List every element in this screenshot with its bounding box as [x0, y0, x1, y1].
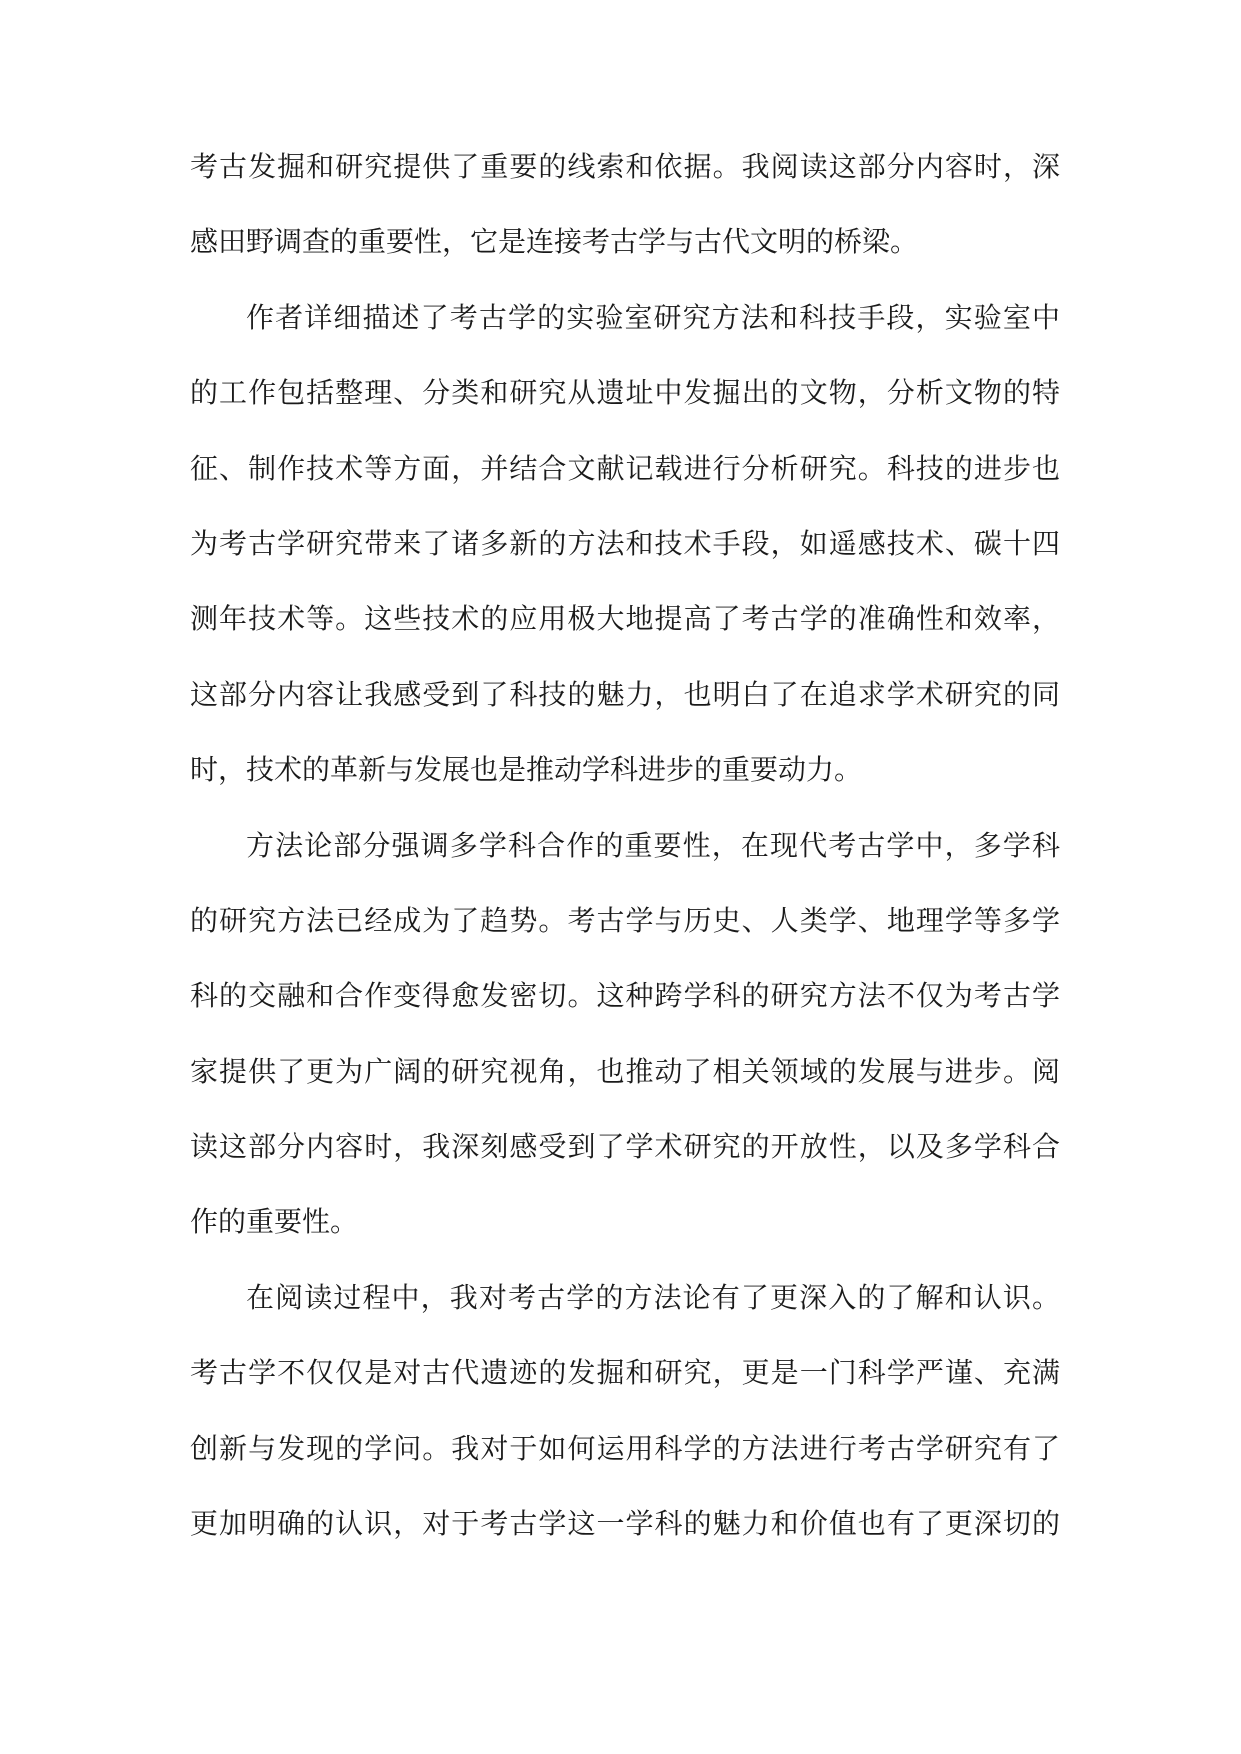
text-line: 的工作包括整理、分类和研究从遗址中发掘出的文物，分析文物的特	[190, 376, 1060, 410]
paragraph-first-line: 作者详细描述了考古学的实验室研究方法和科技手段，实验室中	[246, 300, 1060, 334]
text-line: 更加明确的认识，对于考古学这一学科的魅力和价值也有了更深切的	[190, 1507, 1060, 1541]
text-line: 感田野调查的重要性，它是连接考古学与古代文明的桥梁。	[190, 225, 919, 259]
text-line: 为考古学研究带来了诸多新的方法和技术手段，如遥感技术、碳十四	[190, 526, 1060, 560]
text-line: 作的重要性。	[190, 1205, 359, 1239]
text-line: 家提供了更为广阔的研究视角，也推动了相关领域的发展与进步。阅	[190, 1054, 1060, 1088]
text-line: 考古发掘和研究提供了重要的线索和依据。我阅读这部分内容时，深	[190, 150, 1060, 183]
text-line: 读这部分内容时，我深刻感受到了学术研究的开放性，以及多学科合	[190, 1130, 1060, 1164]
paragraph-first-line: 方法论部分强调多学科合作的重要性，在现代考古学中，多学科	[246, 828, 1060, 862]
text-line: 征、制作技术等方面，并结合文献记载进行分析研究。科技的进步也	[190, 451, 1060, 485]
text-line: 科的交融和合作变得愈发密切。这种跨学科的研究方法不仅为考古学	[190, 979, 1060, 1013]
text-line: 时，技术的革新与发展也是推动学科进步的重要动力。	[190, 753, 863, 787]
document-body	[190, 143, 1060, 1575]
text-line: 创新与发现的学问。我对于如何运用科学的方法进行考古学研究有了	[190, 1431, 1060, 1465]
text-line: 考古学不仅仅是对古代遗迹的发掘和研究，更是一门科学严谨、充满	[190, 1356, 1060, 1390]
paragraph-first-line: 在阅读过程中，我对考古学的方法论有了更深入的了解和认识。	[246, 1280, 1060, 1314]
text-line: 的研究方法已经成为了趋势。考古学与历史、人类学、地理学等多学	[190, 903, 1060, 937]
text-line: 测年技术等。这些技术的应用极大地提高了考古学的准确性和效率，	[190, 602, 1060, 636]
text-line: 这部分内容让我感受到了科技的魅力，也明白了在追求学术研究的同	[190, 677, 1060, 711]
